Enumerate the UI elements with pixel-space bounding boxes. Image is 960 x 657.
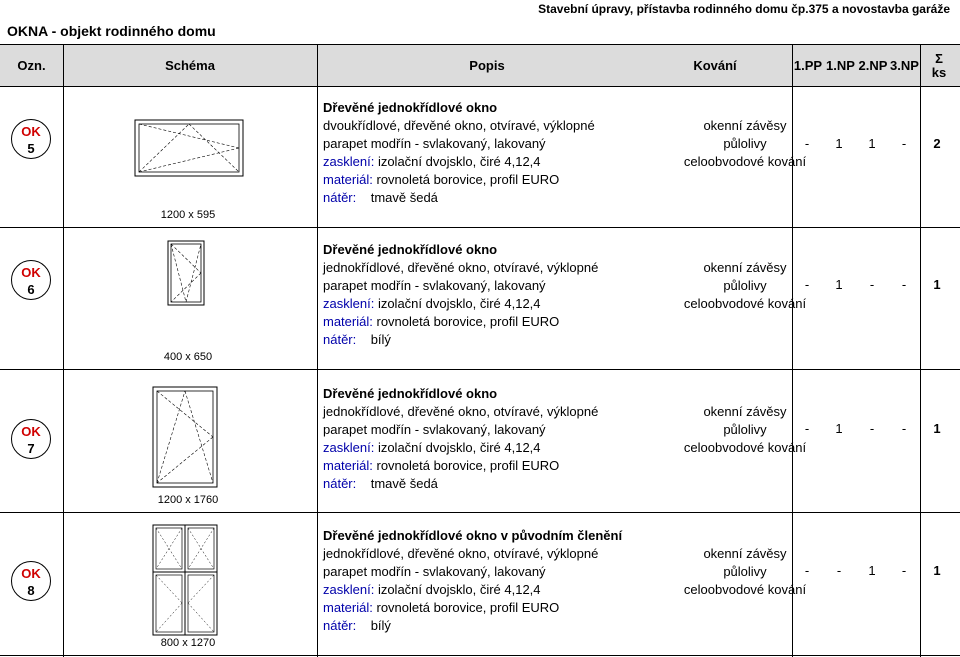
window-entry-ok5 [0, 86, 960, 227]
description-line: jednokřídlové, dřevěné okno, otvíravé, výklopné [323, 404, 599, 419]
material-label: materiál: [323, 314, 373, 329]
header-1np: 1.NP [826, 58, 855, 73]
description-title: Dřevěné jednokřídlové okno v původním členění [323, 528, 623, 543]
quantities [792, 277, 960, 295]
paint-value: tmavě šedá [370, 476, 438, 491]
qty-3np: - [901, 136, 907, 151]
qty-1pp: - [804, 421, 810, 436]
qty-total: 1 [933, 563, 941, 578]
material-label: materiál: [323, 172, 373, 187]
header-total [920, 45, 958, 86]
description-line: jednokřídlové, dřevěné okno, otvíravé, výklopné [323, 546, 599, 561]
glazing-line [323, 439, 598, 457]
code-circle [11, 260, 51, 300]
window-entry-ok7 [0, 370, 960, 512]
table-header [0, 44, 960, 87]
hardware-item: půlolivy [723, 564, 767, 579]
window-schema [152, 524, 218, 636]
qty-2np: 1 [868, 563, 876, 578]
code-number: 7 [27, 441, 35, 456]
glazing-label: zasklení: [323, 154, 375, 169]
paint-line [323, 331, 598, 349]
window-entry-ok6 [0, 228, 960, 369]
qty-3np: - [901, 277, 907, 292]
glazing-line [323, 295, 598, 313]
qty-1pp: - [804, 277, 810, 292]
header-1pp: 1.PP [793, 58, 823, 73]
page-header [0, 0, 960, 42]
quantities [792, 421, 960, 439]
window-schema [134, 119, 244, 177]
code-circle [11, 419, 51, 459]
window-dimensions: 1200 x 595 [160, 209, 216, 221]
qty-1np: 1 [835, 277, 843, 292]
material-value: rovnoletá borovice, profil EURO [376, 458, 560, 473]
window-dimensions: 800 x 1270 [160, 637, 216, 649]
code-number: 6 [27, 282, 35, 297]
code-number: 5 [27, 141, 35, 156]
window-dimensions: 400 x 650 [163, 351, 213, 363]
qty-1np: - [836, 563, 842, 578]
paint-label: nátěr: [323, 332, 357, 347]
paint-value: bílý [370, 618, 391, 633]
qty-total: 1 [933, 421, 941, 436]
code-label: OK [21, 124, 41, 139]
glazing-value: izolační dvojsklo, čiré 4,12,4 [377, 440, 541, 455]
hardware-item: půlolivy [723, 136, 767, 151]
hardware-item: celoobvodové kování [683, 440, 807, 455]
header-2np: 2.NP [858, 58, 888, 73]
hardware-item: půlolivy [723, 422, 767, 437]
material-line [323, 599, 622, 617]
code-number: 8 [27, 583, 35, 598]
sigma-symbol: Σ [935, 50, 943, 66]
hardware-item: okenní závěsy [703, 404, 787, 419]
row-divider [0, 655, 960, 656]
header-popis: Popis [469, 58, 505, 73]
paint-value: tmavě šedá [370, 190, 438, 205]
description-title: Dřevěné jednokřídlové okno [323, 386, 498, 401]
hardware-item: celoobvodové kování [683, 154, 807, 169]
description-line: parapet modřín - svlakovaný, lakovaný [323, 136, 546, 151]
code-label: OK [21, 424, 41, 439]
window-entry-ok8 [0, 513, 960, 655]
hardware-item: okenní závěsy [703, 118, 787, 133]
window-dimensions: 1200 x 1760 [157, 494, 219, 506]
qty-total: 1 [933, 277, 941, 292]
material-value: rovnoletá borovice, profil EURO [376, 314, 560, 329]
material-line [323, 171, 595, 189]
glazing-value: izolační dvojsklo, čiré 4,12,4 [377, 582, 541, 597]
description-line: jednokřídlové, dřevěné okno, otvíravé, výklopné [323, 260, 599, 275]
hardware-item: okenní závěsy [703, 260, 787, 275]
qty-3np: - [901, 563, 907, 578]
header-3np: 3.NP [890, 58, 919, 73]
qty-1np: 1 [835, 421, 843, 436]
code-circle [11, 119, 51, 159]
material-value: rovnoletá borovice, profil EURO [376, 172, 560, 187]
window-description [323, 527, 622, 635]
header-ozn: Ozn. [17, 58, 46, 73]
hardware-item: celoobvodové kování [683, 582, 807, 597]
paint-label: nátěr: [323, 476, 357, 491]
hardware-item: okenní závěsy [703, 546, 787, 561]
code-label: OK [21, 265, 41, 280]
window-description [323, 385, 598, 493]
glazing-value: izolační dvojsklo, čiré 4,12,4 [377, 154, 541, 169]
description-line: parapet modřín - svlakovaný, lakovaný [323, 278, 546, 293]
window-schema [167, 240, 205, 306]
quantities [792, 136, 960, 154]
glazing-line [323, 153, 595, 171]
qty-3np: - [901, 421, 907, 436]
glazing-label: zasklení: [323, 582, 375, 597]
header-kovani: Kování [693, 58, 737, 73]
description-title: Dřevěné jednokřídlové okno [323, 242, 498, 257]
material-label: materiál: [323, 458, 373, 473]
qty-1pp: - [804, 136, 810, 151]
description-title: Dřevěné jednokřídlové okno [323, 100, 498, 115]
qty-total: 2 [933, 136, 941, 151]
description-line: parapet modřín - svlakovaný, lakovaný [323, 564, 546, 579]
material-value: rovnoletá borovice, profil EURO [376, 600, 560, 615]
quantities [792, 563, 960, 581]
description-line: dvoukřídlové, dřevěné okno, otvíravé, výklopné [323, 118, 595, 133]
paint-label: nátěr: [323, 618, 357, 633]
window-schema [152, 386, 218, 488]
project-title: Stavební úpravy, přístavba rodinného domu čp.375 a novostavba garáže [538, 2, 950, 16]
glazing-label: zasklení: [323, 296, 375, 311]
paint-value: bílý [370, 332, 391, 347]
document-title: OKNA - objekt rodinného domu [7, 23, 216, 39]
paint-line [323, 617, 622, 635]
hardware-item: půlolivy [723, 278, 767, 293]
window-description [323, 99, 595, 207]
paint-label: nátěr: [323, 190, 357, 205]
glazing-value: izolační dvojsklo, čiré 4,12,4 [377, 296, 541, 311]
paint-line [323, 189, 595, 207]
material-line [323, 313, 598, 331]
qty-2np: - [869, 277, 875, 292]
qty-1np: 1 [835, 136, 843, 151]
hardware-item: celoobvodové kování [683, 296, 807, 311]
qty-1pp: - [804, 563, 810, 578]
window-description [323, 241, 598, 349]
description-line: parapet modřín - svlakovaný, lakovaný [323, 422, 546, 437]
code-label: OK [21, 566, 41, 581]
glazing-line [323, 581, 622, 599]
qty-2np: - [869, 421, 875, 436]
material-label: materiál: [323, 600, 373, 615]
header-schema: Schéma [165, 58, 215, 73]
glazing-label: zasklení: [323, 440, 375, 455]
paint-line [323, 475, 598, 493]
code-circle [11, 561, 51, 601]
material-line [323, 457, 598, 475]
header-ks: ks [931, 64, 947, 80]
qty-2np: 1 [868, 136, 876, 151]
